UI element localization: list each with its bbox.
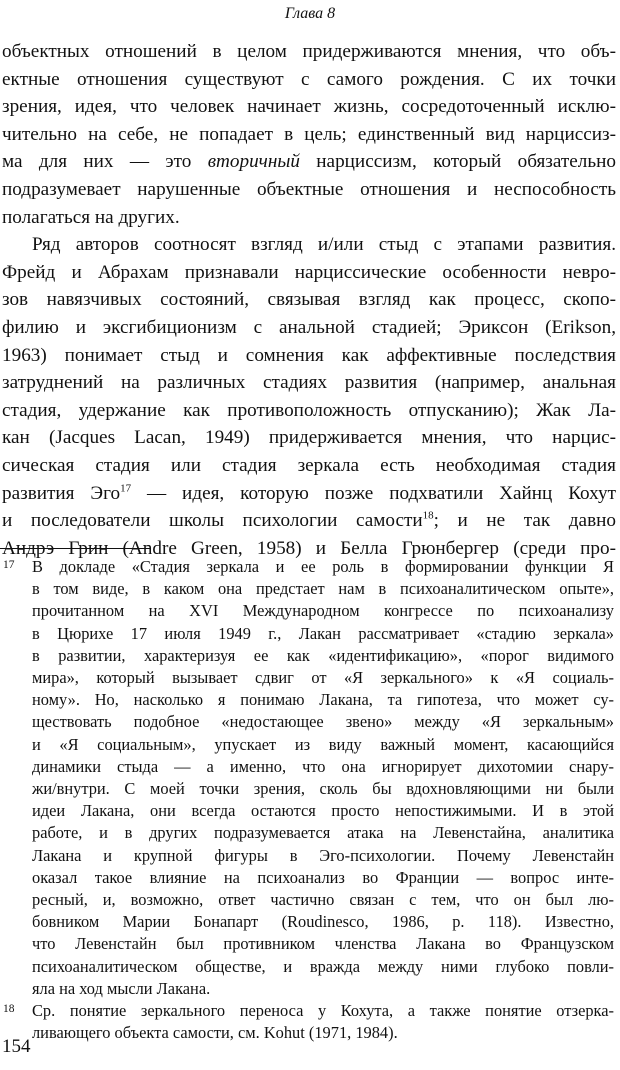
footnote-number: 18 bbox=[3, 1003, 15, 1016]
body-text-run: ; и не так давно bbox=[433, 510, 616, 532]
footnote-line: ществовать подобное «недостающее звено» между «Я зеркальным» bbox=[32, 712, 614, 732]
body-line: Андрэ Грин (Andre Green, 1958) и Белла Грюнбергер (среди про- bbox=[2, 537, 616, 559]
body-line: кан (Jacques Lacan, 1949) придерживается мнения, что нарцис- bbox=[2, 427, 616, 449]
body-line: зрения, идея, что человек начинает жизнь, сосредоточенный исклю- bbox=[2, 96, 616, 118]
footnote-line: в развитии, характеризуя ее как «идентификацию», «порог видимого bbox=[32, 645, 614, 665]
footnote-line: яла на ход мысли Лакана. bbox=[32, 978, 211, 998]
body-line bbox=[2, 148, 616, 176]
footnote-line: Лакана и крупной фигуры в Эго-психологии. Почему Левенстайн bbox=[32, 845, 614, 865]
body-line bbox=[2, 507, 616, 535]
footnote-line: ливающего объекта самости, см. Kohut (1971, 1984). bbox=[32, 1023, 398, 1043]
body-line: полагаться на других. bbox=[2, 206, 180, 228]
footnote-ref-17[interactable]: 17 bbox=[120, 482, 132, 495]
footnote-line: психоаналитическом обществе, и вражда между ними глубоко повли- bbox=[32, 956, 614, 976]
footnote-line: в Цюрихе 17 июля 1949 г., Лакан рассматривает «стадию зеркала» bbox=[32, 623, 614, 643]
body-line: сическая стадия или стадия зеркала есть необходимая стадия bbox=[2, 454, 616, 476]
body-line: затруднений на различных стадиях развития (например, анальная bbox=[2, 372, 616, 394]
footnote-line: ному». Но, насколько я понимаю Лакана, та гипотеза, что может су- bbox=[32, 690, 614, 710]
footnote-line: работе, и в других подразумевается атака на Левенстайна, аналитика bbox=[32, 823, 614, 843]
body-text-run: нарциссизм, который обязательно bbox=[299, 151, 616, 173]
footnotes-section bbox=[0, 556, 620, 1044]
body-line: филию и эксгибиционизм с анальной стадией; Эриксон (Erikson, bbox=[2, 316, 616, 338]
body-text-run: ма для них — это bbox=[2, 151, 208, 173]
footnote-line: жи/внутри. С моей точки зрения, сколь бы вдохновляющими ни были bbox=[32, 779, 614, 799]
body-line: подразумевает нарушенные объектные отношения и неспособность bbox=[2, 178, 616, 200]
page-number: 154 bbox=[2, 1036, 31, 1057]
footnote-line: оказал такое влияние на психоанализ во Франции — вопрос инте- bbox=[32, 867, 614, 887]
footnote-line: в том виде, в каком она предстает нам в психоаналитическом опыте», bbox=[32, 579, 614, 599]
footnote-line: В докладе «Стадия зеркала и ее роль в формировании функции Я bbox=[32, 557, 614, 576]
body-line: объектных отношений в целом придерживаются мнения, что объ- bbox=[2, 41, 616, 62]
body-text-run: — идея, которую позже подхватили Хайнц Кохут bbox=[131, 482, 616, 504]
footnote-line: динамики стыда — а именно, что она игнорирует дихотомии снару- bbox=[32, 756, 614, 776]
body-text bbox=[2, 38, 616, 562]
body-text-run: развития Эго bbox=[2, 482, 121, 504]
footnote-line: прочитанном на XVI Международном конгрессе по психоанализу bbox=[32, 601, 614, 621]
footnote-line: мира», который вызывает сдвиг от «Я зеркального» к «Я социаль- bbox=[32, 668, 614, 688]
body-line bbox=[2, 480, 616, 508]
footnote-line: Ср. понятие зеркального переноса у Кохута, а также понятие отзерка- bbox=[32, 1001, 614, 1021]
footnote-18 bbox=[0, 1000, 614, 1044]
footnote-divider bbox=[0, 548, 150, 549]
footnote-line: идеи Лакана, они всегда остаются просто непостижимыми. И в этой bbox=[32, 801, 614, 821]
footnote-line: бовником Марии Бонапарт (Roudinesco, 1986, p. 118). Известно, bbox=[32, 912, 614, 932]
footnote-line: что Левенстайн был противником членства Лакана во Французском bbox=[32, 934, 614, 954]
footnote-line: и «Я социальным», упускает из виду важный момент, касающийся bbox=[32, 734, 614, 754]
body-text-run: и последователи школы психологии самости bbox=[2, 510, 423, 532]
body-line: чительно на себе, не попадает в цель; единственный вид нарциссиз- bbox=[2, 123, 616, 145]
emphasis-term: вторичный bbox=[207, 151, 300, 173]
body-line: ектные отношения существуют с самого рождения. С их точки bbox=[2, 68, 616, 90]
paragraph-start-line: Ряд авторов соотносят взгляд и/или стыд с этапами развития. bbox=[32, 234, 616, 256]
footnote-number: 17 bbox=[3, 559, 15, 571]
footnote-17 bbox=[0, 556, 614, 1000]
running-head: Глава 8 bbox=[284, 5, 336, 22]
body-line: 1963) понимает стыд и сомнения как аффективные последствия bbox=[2, 344, 616, 366]
body-line: Фрейд и Абрахам признавали нарциссические особенности невро- bbox=[2, 261, 616, 283]
body-line: зов навязчивых состояний, связывая взгляд как процесс, скопо- bbox=[2, 289, 616, 311]
body-line: стадия, удержание как противоположность отпусканию); Жак Ла- bbox=[2, 399, 616, 421]
footnote-ref-18[interactable]: 18 bbox=[422, 509, 434, 522]
footnote-line: ресный, и, возможно, ответ частично связан с тем, что он был лю- bbox=[32, 890, 614, 910]
